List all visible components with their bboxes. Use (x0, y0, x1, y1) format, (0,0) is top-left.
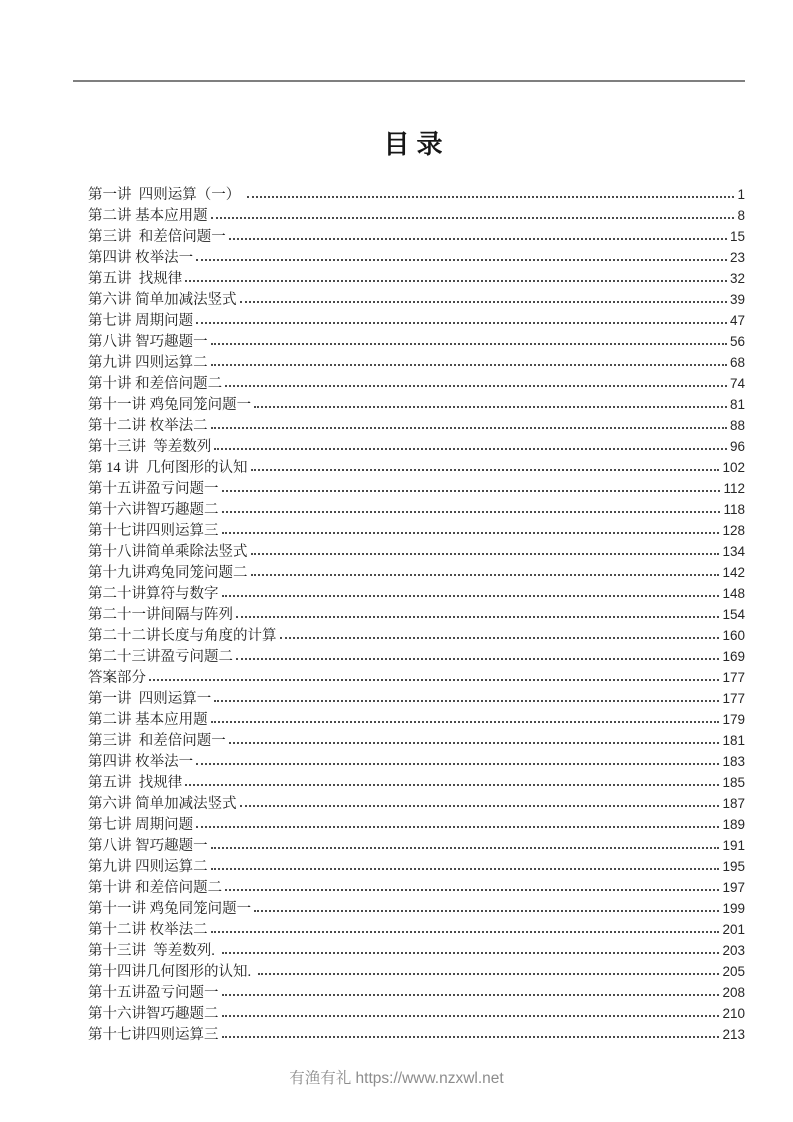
toc-entry-label: 第十五讲盈亏问题一 (88, 481, 219, 497)
toc-entry-page: 1 (737, 187, 745, 202)
toc-entry[interactable] (88, 583, 745, 604)
page-title: 目录 (383, 130, 450, 159)
toc-entry-page: 142 (722, 565, 745, 580)
toc-entry[interactable] (88, 457, 745, 478)
toc-entry-label: 第一讲 四则运算一 (88, 691, 212, 707)
toc-entry-page: 208 (722, 985, 745, 1000)
toc-entry[interactable] (88, 247, 745, 268)
toc-entry[interactable] (88, 478, 745, 499)
toc-entry-page: 197 (722, 880, 745, 895)
toc-entry-label: 第二讲 基本应用题 (88, 208, 208, 224)
toc-entry-label: 第 14 讲 几何图形的认知 (88, 460, 248, 476)
toc-dot-leader (211, 427, 727, 429)
toc-entry[interactable] (88, 751, 745, 772)
toc-dot-leader (196, 322, 727, 324)
toc-entry-label: 第二讲 基本应用题 (88, 712, 208, 728)
toc-entry-page: 56 (729, 334, 745, 349)
header-rule (73, 80, 745, 82)
toc-entry[interactable] (88, 814, 745, 835)
toc-entry-label: 第八讲 智巧趣题一 (88, 334, 208, 350)
toc-dot-leader (225, 889, 719, 891)
toc-dot-leader (214, 448, 727, 450)
toc-entry-page: 160 (722, 628, 745, 643)
toc-entry[interactable] (88, 520, 745, 541)
toc-entry[interactable] (88, 352, 745, 373)
toc-entry[interactable] (88, 1024, 745, 1045)
toc-entry-label: 第十二讲 枚举法二 (88, 418, 208, 434)
toc-entry-label: 第十七讲四则运算三 (88, 523, 219, 539)
toc-entry[interactable] (88, 562, 745, 583)
toc-dot-leader (185, 280, 727, 282)
toc-dot-leader (254, 406, 727, 408)
toc-entry[interactable] (88, 982, 745, 1003)
toc-entry-page: 195 (722, 859, 745, 874)
toc-dot-leader (247, 196, 735, 198)
toc-entry[interactable] (88, 289, 745, 310)
toc-entry[interactable] (88, 1003, 745, 1024)
toc-entry[interactable] (88, 331, 745, 352)
toc-entry-page: 39 (729, 292, 745, 307)
toc-dot-leader (229, 238, 727, 240)
toc-entry-page: 185 (722, 775, 745, 790)
toc-dot-leader (222, 1015, 720, 1017)
toc-entry-page: 47 (729, 313, 745, 328)
toc-dot-leader (211, 343, 727, 345)
toc-entry-label: 第十六讲智巧趣题二 (88, 502, 219, 518)
toc-entry-label: 第十四讲几何图形的认知. (88, 964, 255, 980)
toc-entry[interactable] (88, 394, 745, 415)
toc-entry-page: 181 (722, 733, 745, 748)
toc-entry-label: 第十八讲简单乘除法竖式 (88, 544, 248, 560)
toc-entry[interactable] (88, 877, 745, 898)
toc-entry[interactable] (88, 541, 745, 562)
toc-dot-leader (240, 805, 720, 807)
toc-entry-label: 第二十讲算符与数字 (88, 586, 219, 602)
toc-entry[interactable] (88, 961, 745, 982)
toc-entry-label: 第九讲 四则运算二 (88, 859, 208, 875)
toc-entry[interactable] (88, 604, 745, 625)
toc-entry[interactable] (88, 499, 745, 520)
toc-entry[interactable] (88, 730, 745, 751)
toc-entry-page: 205 (722, 964, 745, 979)
toc-entry-label: 第十九讲鸡兔同笼问题二 (88, 565, 248, 581)
toc-dot-leader (236, 616, 719, 618)
toc-entry-label: 第十五讲盈亏问题一 (88, 985, 219, 1001)
toc-entry[interactable] (88, 856, 745, 877)
toc-entry-page: 183 (722, 754, 745, 769)
toc-entry[interactable] (88, 919, 745, 940)
toc-dot-leader (211, 847, 720, 849)
toc-entry-page: 112 (723, 481, 745, 496)
toc-entry-page: 8 (737, 208, 745, 223)
toc-entry-page: 199 (722, 901, 745, 916)
toc-entry[interactable] (88, 940, 745, 961)
toc-entry-label: 第十二讲 枚举法二 (88, 922, 208, 938)
toc-entry-page: 189 (722, 817, 745, 832)
toc-dot-leader (258, 973, 720, 975)
toc-entry-page: 177 (722, 691, 745, 706)
toc-dot-leader (211, 868, 720, 870)
toc-dot-leader (222, 532, 720, 534)
toc-entry[interactable] (88, 667, 745, 688)
toc-entry[interactable] (88, 226, 745, 247)
toc-entry-page: 154 (722, 607, 745, 622)
toc-entry-label: 第四讲 枚举法一 (88, 754, 194, 770)
toc-entry[interactable] (88, 709, 745, 730)
toc-entry-label: 第三讲 和差倍问题一 (88, 229, 226, 245)
toc-entry-page: 169 (722, 649, 745, 664)
toc-entry[interactable] (88, 268, 745, 289)
toc-entry-label: 第九讲 四则运算二 (88, 355, 208, 371)
toc-entry-label: 第十一讲 鸡兔同笼问题一 (88, 901, 252, 917)
toc-entry-label: 第十三讲 等差数列. (88, 943, 219, 959)
toc-entry-label: 答案部分 (88, 670, 146, 686)
toc-dot-leader (280, 637, 720, 639)
toc-dot-leader (196, 826, 719, 828)
toc-entry-page: 74 (729, 376, 745, 391)
toc-entry-page: 179 (722, 712, 745, 727)
toc-entry-page: 15 (729, 229, 745, 244)
toc-entry[interactable] (88, 415, 745, 436)
toc-entry[interactable] (88, 373, 745, 394)
toc-entry-page: 213 (722, 1027, 745, 1042)
toc-entry[interactable] (88, 205, 745, 226)
toc-entry-page: 201 (722, 922, 745, 937)
toc-entry-page: 187 (722, 796, 745, 811)
toc-entry-label: 第四讲 枚举法一 (88, 250, 194, 266)
toc-entry[interactable] (88, 310, 745, 331)
toc-entry-page: 23 (729, 250, 745, 265)
toc-entry-label: 第十讲 和差倍问题二 (88, 376, 223, 392)
toc-entry-page: 210 (722, 1006, 745, 1021)
toc-dot-leader (222, 1036, 720, 1038)
toc-dot-leader (196, 763, 719, 765)
toc-entry-label: 第七讲 周期问题 (88, 313, 194, 329)
toc-entry-page: 191 (722, 838, 745, 853)
toc-entry[interactable] (88, 688, 745, 709)
toc-entry-label: 第五讲 找规律 (88, 775, 183, 791)
toc-entry-label: 第二十二讲长度与角度的计算 (88, 628, 277, 644)
toc-entry[interactable] (88, 646, 745, 667)
toc-entry-page: 128 (722, 523, 745, 538)
toc-dot-leader (240, 301, 727, 303)
toc-entry-page: 81 (729, 397, 745, 412)
toc-dot-leader (222, 490, 721, 492)
toc-dot-leader (222, 595, 720, 597)
toc-entry[interactable] (88, 772, 745, 793)
toc-dot-leader (225, 385, 727, 387)
toc-entry-label: 第六讲 简单加减法竖式 (88, 292, 237, 308)
toc-entry[interactable] (88, 835, 745, 856)
toc-entry-page: 118 (723, 502, 745, 517)
toc-entry-label: 第三讲 和差倍问题一 (88, 733, 226, 749)
toc-dot-leader (222, 994, 720, 996)
toc-entry-page: 177 (722, 670, 745, 685)
toc-entry-page: 96 (729, 439, 745, 454)
toc-entry[interactable] (88, 625, 745, 646)
toc-entry-page: 134 (722, 544, 745, 559)
toc-dot-leader (229, 742, 720, 744)
footer-watermark: 有渔有礼 https://www.nzxwl.net (289, 1070, 504, 1087)
toc-entry-page: 32 (729, 271, 745, 286)
toc-entry-label: 第七讲 周期问题 (88, 817, 194, 833)
toc-entry-label: 第八讲 智巧趣题一 (88, 838, 208, 854)
toc-dot-leader (211, 217, 735, 219)
toc-dot-leader (251, 553, 720, 555)
toc-entry-label: 第六讲 简单加减法竖式 (88, 796, 237, 812)
toc-entry-page: 102 (722, 460, 745, 475)
toc-entry[interactable] (88, 436, 745, 457)
toc-dot-leader (185, 784, 719, 786)
toc-entry-page: 203 (722, 943, 745, 958)
toc-dot-leader (149, 679, 719, 681)
toc-dot-leader (251, 574, 720, 576)
toc-list (88, 184, 745, 1045)
toc-entry-label: 第十一讲 鸡兔同笼问题一 (88, 397, 252, 413)
toc-dot-leader (214, 700, 719, 702)
toc-entry-page: 68 (729, 355, 745, 370)
toc-dot-leader (211, 721, 720, 723)
toc-entry-page: 88 (729, 418, 745, 433)
toc-entry-label: 第二十三讲盈亏问题二 (88, 649, 233, 665)
toc-dot-leader (222, 952, 720, 954)
toc-entry-label: 第五讲 找规律 (88, 271, 183, 287)
toc-dot-leader (251, 469, 720, 471)
toc-entry-label: 第一讲 四则运算（一） (88, 187, 244, 203)
toc-dot-leader (236, 658, 719, 660)
toc-entry[interactable] (88, 184, 745, 205)
toc-entry-label: 第二十一讲间隔与阵列 (88, 607, 233, 623)
toc-entry-label: 第十讲 和差倍问题二 (88, 880, 223, 896)
toc-entry-page: 148 (722, 586, 745, 601)
toc-dot-leader (211, 364, 727, 366)
toc-dot-leader (254, 910, 719, 912)
toc-entry-label: 第十三讲 等差数列 (88, 439, 212, 455)
toc-entry-label: 第十七讲四则运算三 (88, 1027, 219, 1043)
toc-entry[interactable] (88, 898, 745, 919)
toc-dot-leader (211, 931, 720, 933)
toc-dot-leader (222, 511, 721, 513)
toc-dot-leader (196, 259, 727, 261)
toc-entry[interactable] (88, 793, 745, 814)
toc-entry-label: 第十六讲智巧趣题二 (88, 1006, 219, 1022)
